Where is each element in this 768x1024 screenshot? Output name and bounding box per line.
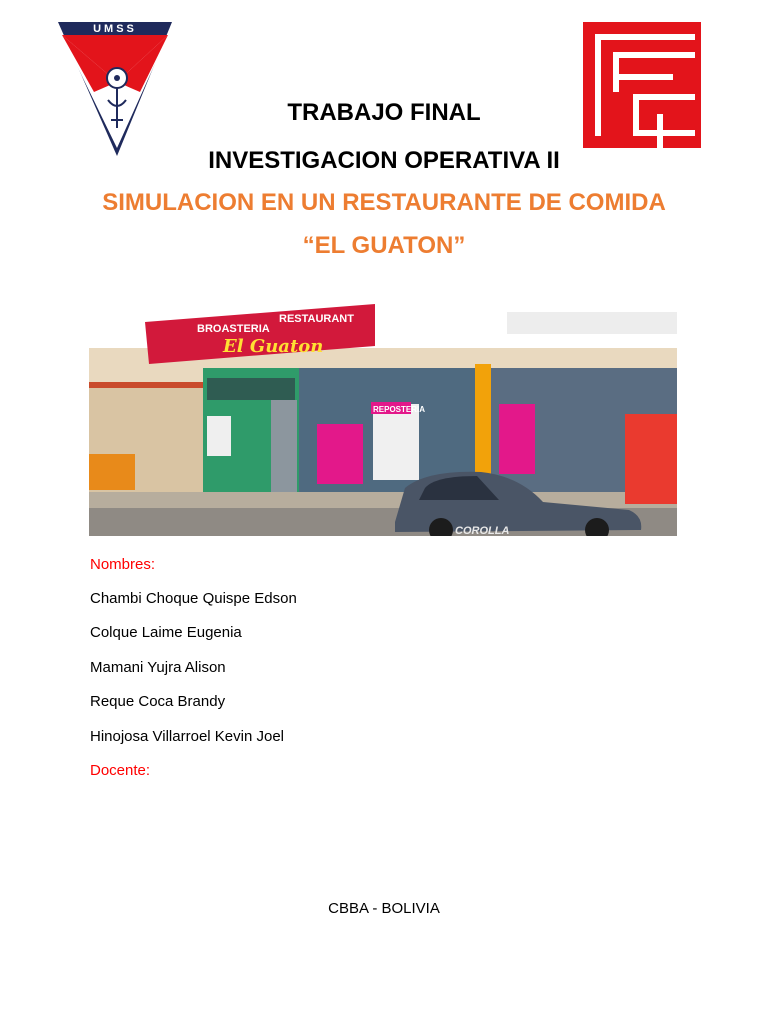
fcyt-logo xyxy=(583,22,701,148)
teacher-label: Docente: xyxy=(90,762,151,779)
restaurant-photo xyxy=(89,304,677,536)
member-name: Hinojosa Villarroel Kevin Joel xyxy=(90,728,284,745)
member-name: Reque Coca Brandy xyxy=(90,693,226,710)
names-label: Nombres: xyxy=(90,556,156,573)
member-name: Chambi Choque Quispe Edson xyxy=(90,590,297,607)
member-name: Mamani Yujra Alison xyxy=(90,659,226,676)
sign-restaurant: RESTAURANT xyxy=(279,313,354,325)
course-name: INVESTIGACION OPERATIVA II xyxy=(208,147,560,174)
sign-reposteria: REPOSTERIA xyxy=(373,405,426,414)
member-name: Colque Laime Eugenia xyxy=(90,624,242,641)
location-footer: CBBA - BOLIVIA xyxy=(328,900,440,917)
car-text: COROLLA xyxy=(455,525,510,536)
sign-broasteria: BROASTERIA xyxy=(197,323,270,335)
umss-logo-text: UMSS xyxy=(93,23,137,35)
umss-logo xyxy=(56,20,174,158)
document-title: TRABAJO FINAL xyxy=(287,99,481,126)
restaurant-name: “EL GUATON” xyxy=(302,232,466,259)
project-title: SIMULACION EN UN RESTAURANTE DE COMIDA xyxy=(102,189,666,216)
sign-el-guaton: El Guaton xyxy=(223,336,324,357)
